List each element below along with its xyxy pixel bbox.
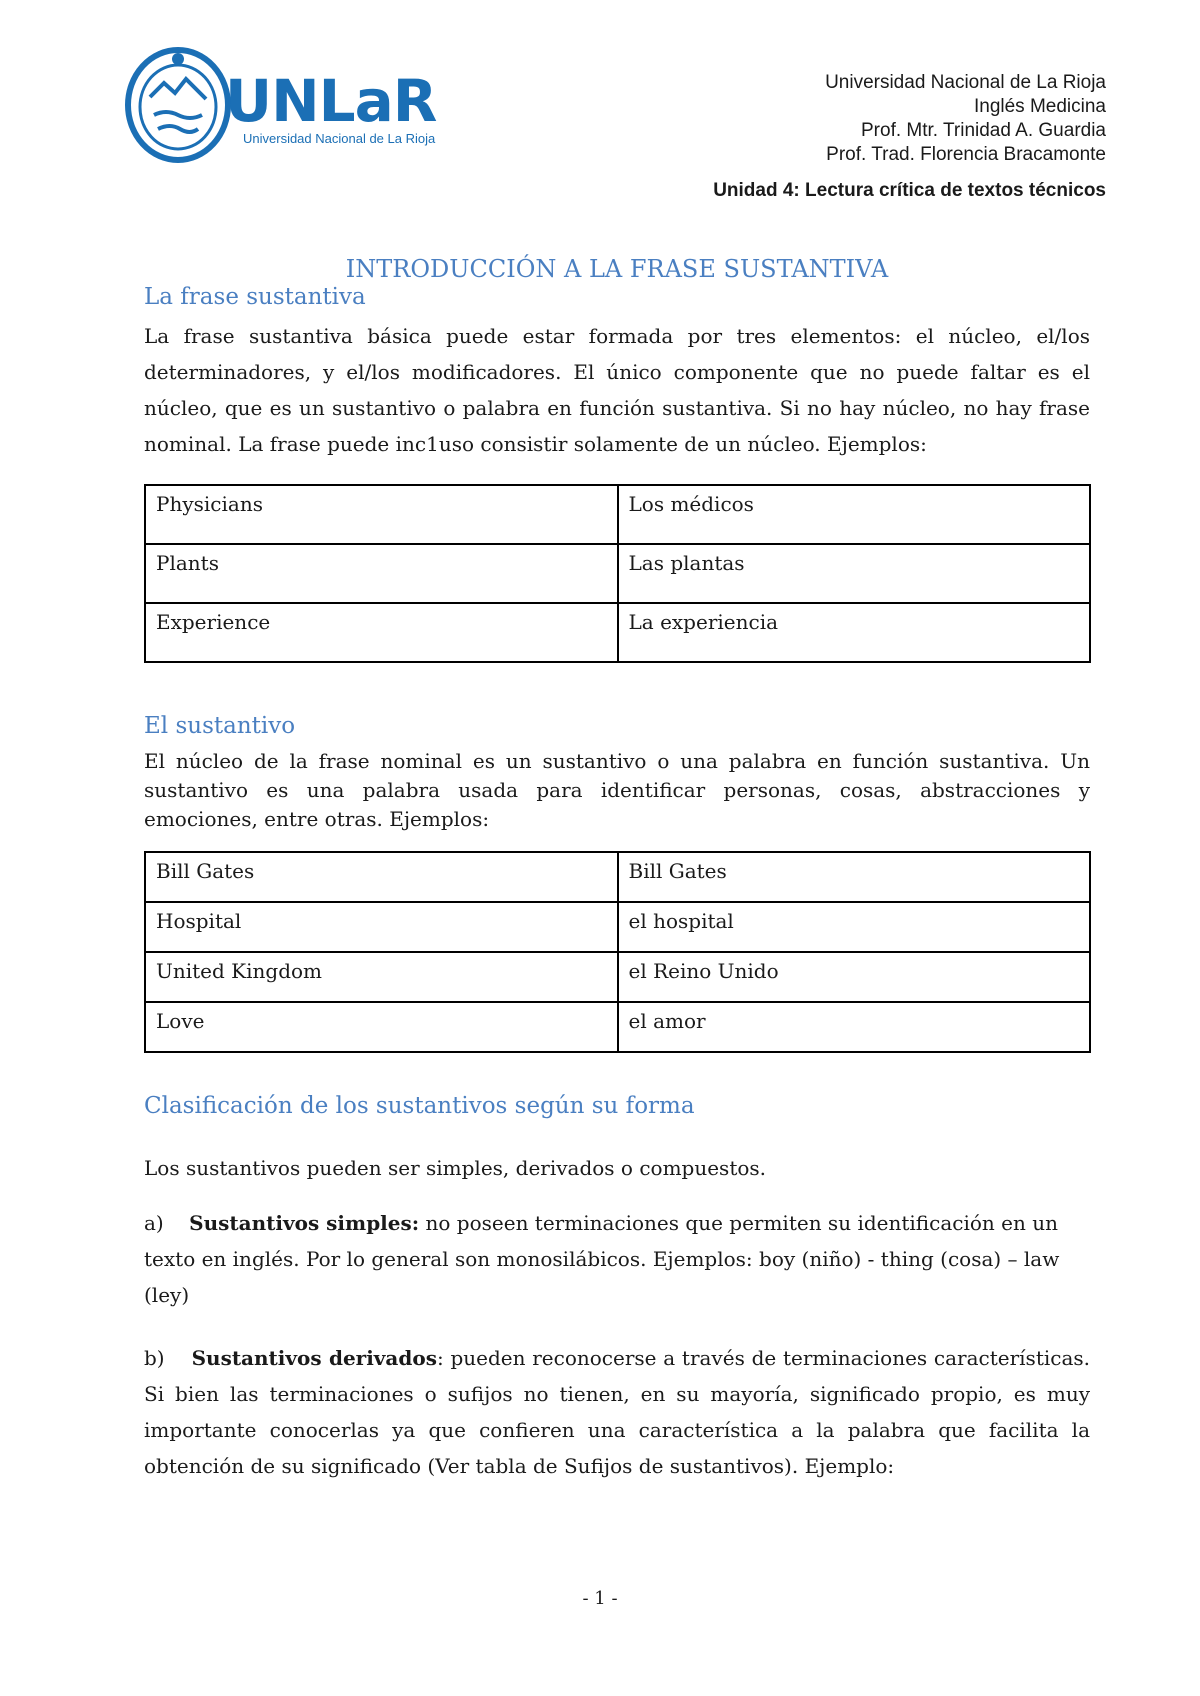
list-marker: a) bbox=[144, 1211, 164, 1235]
table-cell: Experience bbox=[145, 603, 618, 662]
list-item-sustantivos-derivados bbox=[144, 1340, 1090, 1484]
page-number: - 1 - bbox=[582, 1588, 618, 1609]
table-cell: Love bbox=[145, 1002, 618, 1052]
table-row bbox=[145, 902, 1090, 952]
table-row bbox=[145, 603, 1090, 662]
list-text: : pueden reconocerse a través de terminaciones características. Si bien las terminaciones o sufijos no tienen, en su mayoría, significado propio, es muy importante conocerlas ya que confieren una característica a la palabra que facilita la obtención de su significado (Ver tabla de Sufijos de sustantivos). Ejemplo: bbox=[144, 1346, 1090, 1478]
examples-table-2 bbox=[144, 851, 1091, 1053]
header-course: Inglés Medicina bbox=[973, 96, 1106, 117]
list-marker: b) bbox=[144, 1346, 165, 1370]
table-cell: Physicians bbox=[145, 485, 618, 544]
section-paragraph-sustantivo: El núcleo de la frase nominal es un sustantivo o una palabra en función sustantiva. Un sustantivo es una palabra usada para identificar personas, cosas, abstracciones y emociones, entre otras. Ejemplos: bbox=[144, 749, 1090, 831]
header-unit: Unidad 4: Lectura crítica de textos técnicos bbox=[713, 180, 1106, 201]
section-paragraph-frase-sustantiva: La frase sustantiva básica puede estar formada por tres elementos: el núcleo, el/los determinadores, y el/los modificadores. El único componente que no puede faltar es el núcleo, que es un sustantivo o palabra en función sustantiva. Si no hay núcleo, no hay frase nominal. La frase puede inc1uso consistir solamente de un núcleo. Ejemplos: bbox=[144, 324, 1090, 456]
table-row bbox=[145, 485, 1090, 544]
examples-table-1 bbox=[144, 484, 1091, 663]
header-info bbox=[825, 71, 1106, 167]
logo-wordmark: UNLaR bbox=[225, 67, 437, 135]
table-cell: Hospital bbox=[145, 902, 618, 952]
page-title: INTRODUCCIÓN A LA FRASE SUSTANTIVA bbox=[345, 255, 889, 283]
section-heading-frase-sustantiva: La frase sustantiva bbox=[144, 284, 366, 310]
header-professor-1: Prof. Mtr. Trinidad A. Guardia bbox=[861, 120, 1106, 141]
list-item-sustantivos-simples bbox=[144, 1205, 1090, 1313]
table-cell: Bill Gates bbox=[618, 852, 1091, 902]
table-row bbox=[145, 952, 1090, 1002]
section-intro-clasificacion: Los sustantivos pueden ser simples, derivados o compuestos. bbox=[144, 1156, 767, 1180]
table-cell: Las plantas bbox=[618, 544, 1091, 603]
header-professor-2: Prof. Trad. Florencia Bracamonte bbox=[826, 144, 1106, 165]
table-cell: Bill Gates bbox=[145, 852, 618, 902]
list-text: no poseen terminaciones que permiten su identificación en un texto en inglés. Por lo general son monosilábicos. Ejemplos: boy (niño) - thing (cosa) – law (ley) bbox=[144, 1211, 1060, 1307]
list-term: Sustantivos simples: bbox=[189, 1211, 420, 1235]
table-cell: el amor bbox=[618, 1002, 1091, 1052]
table-cell: United Kingdom bbox=[145, 952, 618, 1002]
logo-subtitle: Universidad Nacional de La Rioja bbox=[243, 131, 436, 146]
section-heading-sustantivo: El sustantivo bbox=[144, 713, 296, 739]
table-cell: La experiencia bbox=[618, 603, 1091, 662]
list-term: Sustantivos derivados bbox=[191, 1346, 437, 1370]
table-cell: Los médicos bbox=[618, 485, 1091, 544]
table-cell: Plants bbox=[145, 544, 618, 603]
table-cell: el Reino Unido bbox=[618, 952, 1091, 1002]
header-university: Universidad Nacional de La Rioja bbox=[825, 72, 1106, 93]
table-row bbox=[145, 1002, 1090, 1052]
table-row bbox=[145, 544, 1090, 603]
section-heading-clasificacion: Clasificación de los sustantivos según su forma bbox=[144, 1093, 695, 1119]
table-row bbox=[145, 852, 1090, 902]
table-cell: el hospital bbox=[618, 902, 1091, 952]
